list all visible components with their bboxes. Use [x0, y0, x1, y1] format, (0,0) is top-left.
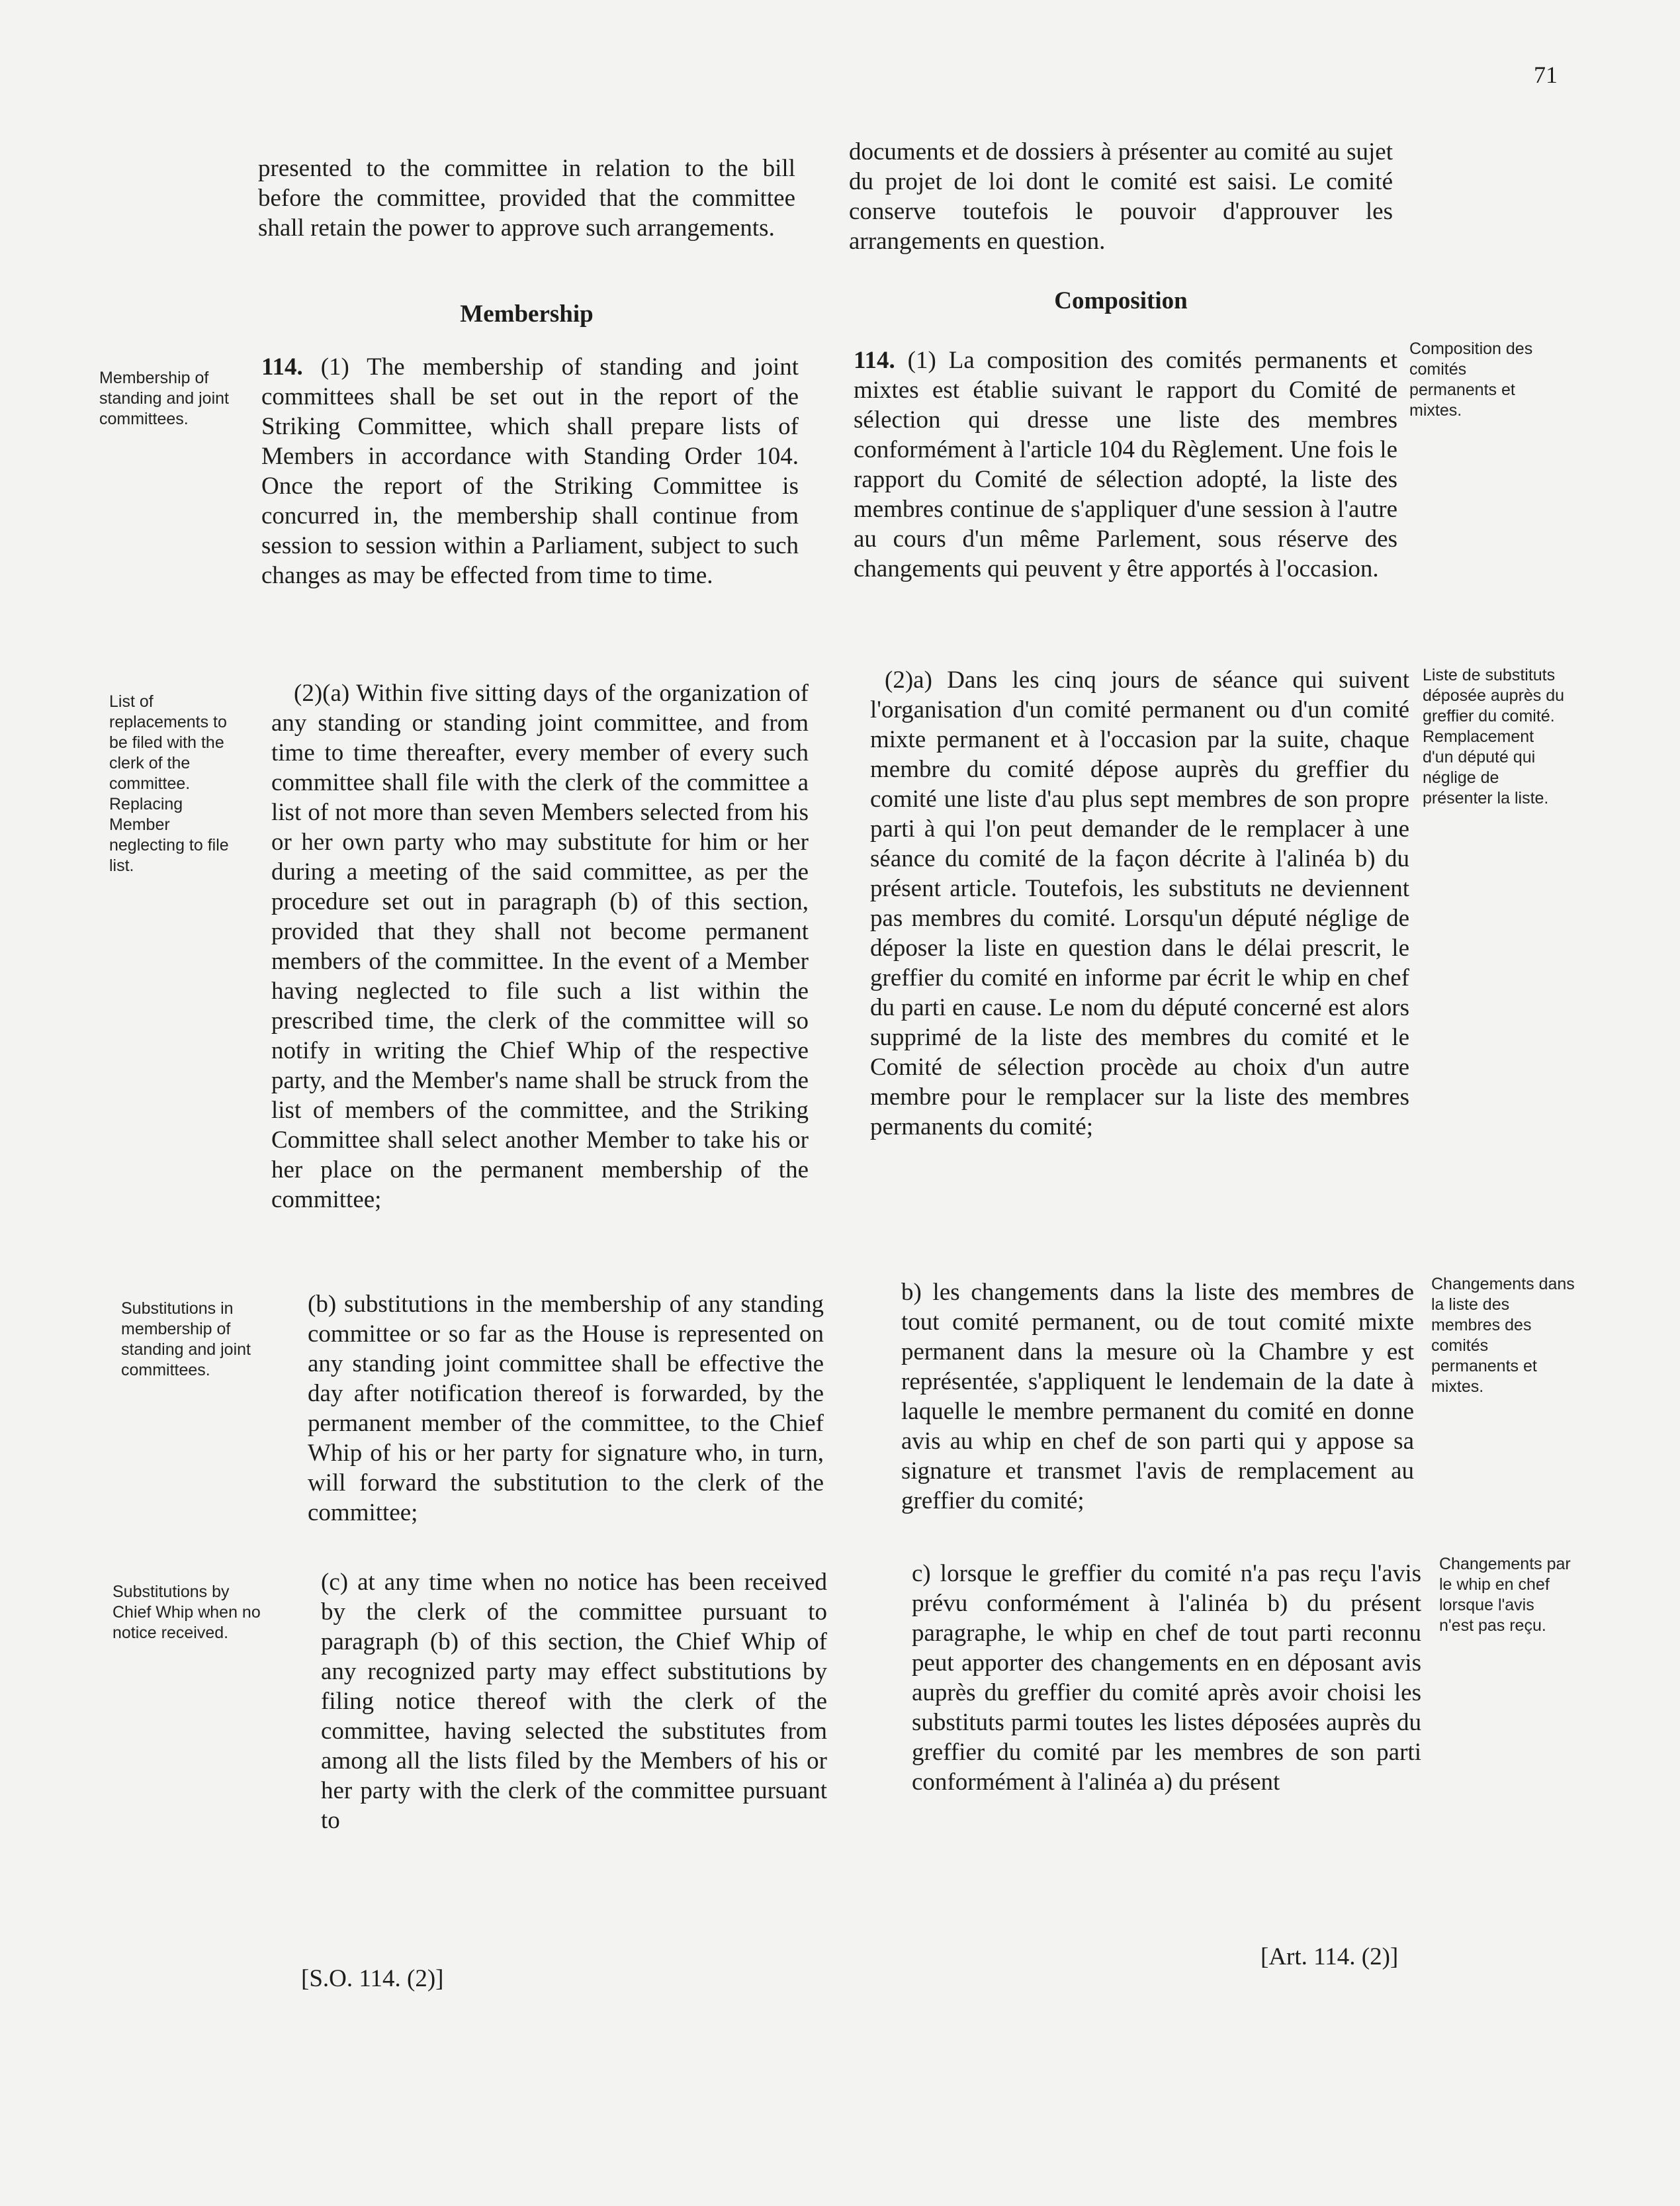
english-p3-text: (b) substitutions in the membership of any standing committee or so far as the House is represented on any standing joint committee shall be effective the day after notification thereof is forwarded, by the permanent member of the committee, to the Chief Whip of his or her party for signature who, in turn, will forward the substitution to the clerk of the committee;: [308, 1291, 824, 1526]
english-paragraph-1: [261, 352, 799, 590]
english-paragraph-2: [271, 678, 809, 1215]
french-p1-text: (1) La composition des comités permanents et mixtes est établie suivant le rapport du Comité de sélection qui dresse une liste des membres conformément à l'article 104 du Règlement. Une fois le rapport du Comité de sélection adopté, la liste des membres continue de s'appliquer d'une session à l'autre au cours d'un même Parlement, sous réserve des changements qui peuvent y être apportés à l'occasion.: [854, 347, 1398, 582]
english-paragraph-3: [308, 1289, 824, 1528]
french-paragraph-1: [854, 345, 1397, 584]
french-intro-text: documents et de dossiers à présenter au comité au sujet du projet de loi dont le comité est saisi. Le comité conserve toutefois le pouvoir d'approuver les arrangements en question.: [849, 138, 1393, 255]
margin-note-right-3: Changements dans la liste des membres des comités permanents et mixtes.: [1431, 1275, 1575, 1396]
english-intro: [258, 154, 795, 243]
page-number: 71: [1534, 62, 1558, 88]
margin-note-right-2: Liste de substituts déposée auprès du greffier du comité. Remplacement d'un député qui néglige de présenter la liste.: [1423, 666, 1565, 807]
english-paragraph-4: [321, 1567, 827, 1835]
margin-note-right-4: Changements par le whip en chef lorsque l'avis n'est pas reçu.: [1439, 1555, 1571, 1635]
section-number: 114.: [261, 353, 303, 381]
french-heading: Composition: [1054, 287, 1188, 314]
margin-note-left-2: List of replacements to be filed with the clerk of the committee. Replacing Member neglecting to file list.: [109, 692, 229, 875]
english-intro-text: presented to the committee in relation to the bill before the committee, provided that the committee shall retain the power to approve such arrangements.: [258, 155, 795, 242]
french-p3-text: b) les changements dans la liste des membres de tout comité permanent, ou de tout comité mixte permanent dans la mesure où la Chambre y est représentée, s'appliquent le lendemain de la date à laquelle le membre permanent du comité en donne avis au whip en chef de son parti qui y appose sa signature et transmet l'avis de remplacement au greffier du comité;: [901, 1279, 1414, 1514]
french-paragraph-3: [901, 1277, 1414, 1516]
french-paragraph-4: [912, 1559, 1421, 1797]
french-section-number: 114.: [854, 347, 895, 374]
english-heading: Membership: [460, 300, 594, 328]
french-intro: [849, 137, 1393, 256]
margin-note-right-1: Composition des comités permanents et mixtes.: [1409, 340, 1533, 420]
english-p2-text: (2)(a) Within five sitting days of the organization of any standing or standing joint committee, and from time to time thereafter, every member of every such committee shall file with the clerk of the committee a list of not more than seven Members selected from his or her own party who may substitute for him or her during a meeting of the said committee, as per the procedure set out in paragraph (b) of this section, provided that they shall not become permanent members of the committee. In the event of a Member having neglected to file such a list within the prescribed time, the clerk of the committee will so notify in writing the Chief Whip of the respective party, and the Member's name shall be struck from the list of members of the committee, and the Striking Committee shall select another Member to take his or her place on the permanent membership of the committee;: [271, 680, 809, 1213]
french-p4-text: c) lorsque le greffier du comité n'a pas reçu l'avis prévu conformément à l'alinéa b) du présent paragraphe, le whip en chef de tout parti reconnu peut apporter des changements en en déposant avis auprès du greffier du comité après avoir choisi les substituts parmi toutes les listes déposées auprès du greffier du comité par les membres de son parti conformément à l'alinéa a) du présent: [912, 1560, 1421, 1796]
english-footer: [S.O. 114. (2)]: [301, 1965, 444, 1992]
margin-note-left-4: Substitutions by Chief Whip when no notice received.: [112, 1583, 261, 1642]
french-footer: [Art. 114. (2)]: [1260, 1943, 1399, 1970]
french-p2-text: (2)a) Dans les cinq jours de séance qui suivent l'organisation d'un comité permanent ou d'un comité mixte permanent et à l'occasion par la suite, chaque membre du comité dépose auprès du greffier du comité une liste d'au plus sept membres de son propre parti à qui l'on peut demander de le remplacer à une séance du comité de la façon décrite à l'alinéa b) du présent article. Toutefois, les substituts ne deviennent pas membres du comité. Lorsqu'un député néglige de déposer la liste en question dans le délai prescrit, le greffier du comité en informe par écrit le whip en chef du parti en cause. Le nom du député concerné est alors supprimé de la liste des membres du comité et le Comité de sélection procède au choix d'un autre membre pour le remplacer sur la liste des membres permanents du comité;: [870, 666, 1409, 1140]
english-p1-text: (1) The membership of standing and joint committees shall be set out in the report of the Striking Committee, which shall prepare lists of Members in accordance with Standing Order 104. Once the report of the Striking Committee is concurred in, the membership shall continue from session to session within a Parliament, subject to such changes as may be effected from time to time.: [261, 353, 799, 589]
margin-note-left-3: Substitutions in membership of standing and joint committees.: [121, 1299, 251, 1379]
french-paragraph-2: [870, 665, 1409, 1142]
margin-note-left-1: Membership of standing and joint committees.: [99, 369, 229, 428]
english-p4-text: (c) at any time when no notice has been received by the clerk of the committee pursuant to paragraph (b) of this section, the Chief Whip of any recognized party may effect substitutions by filing notice thereof with the clerk of the committee, having selected the substitutes from among all the lists filed by the Members of his or her party with the clerk of the committee pursuant to: [321, 1569, 827, 1834]
